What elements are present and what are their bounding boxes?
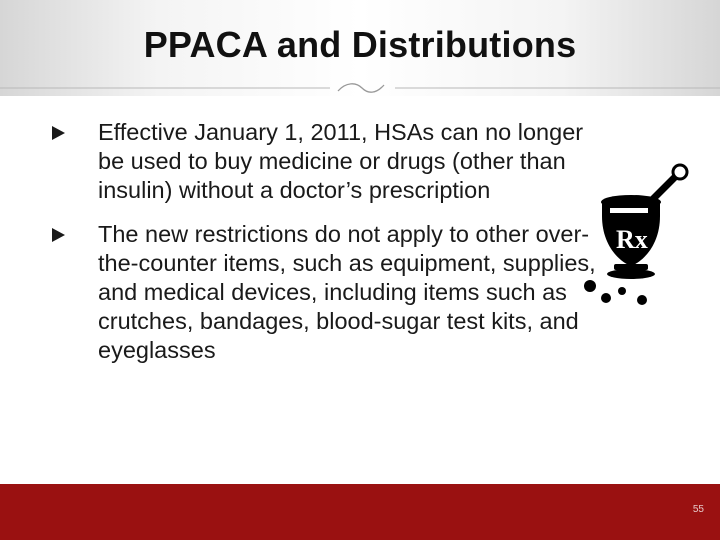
slide-title: PPACA and Distributions [143, 24, 577, 65]
page-number: 55 [692, 504, 704, 515]
title-divider [0, 78, 720, 98]
bullet-item [52, 220, 612, 365]
bullet-arrow-icon [52, 126, 65, 140]
slide-header [0, 0, 720, 96]
bullet-item [52, 118, 612, 205]
mortar-pestle-rx-icon [580, 158, 690, 308]
bullet-text: The new restrictions do not apply to other over-the-counter items, such as equipment, supplies, and medical devices, including items such as crutches, bandages, blood-sugar test kits, and eyeglasses [98, 221, 596, 363]
slide-footer [0, 484, 720, 540]
rx-label: Rx [616, 225, 648, 254]
bullet-list [52, 118, 612, 365]
bullet-arrow-icon [52, 228, 65, 242]
bullet-text: Effective January 1, 2011, HSAs can no longer be used to buy medicine or drugs (other than insulin) without a doctor’s prescription [98, 119, 584, 203]
